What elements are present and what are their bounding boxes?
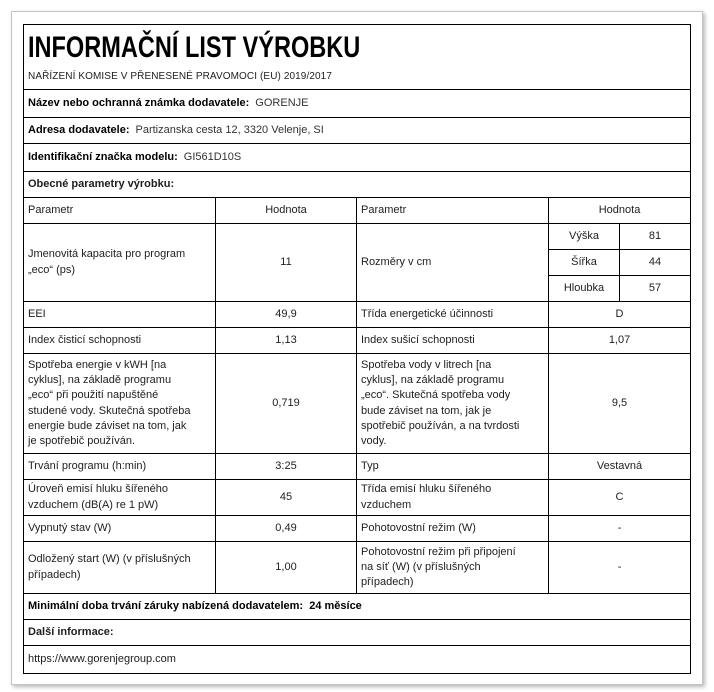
value-drying-index: 1,07 (549, 328, 691, 354)
table-row (24, 328, 691, 354)
supplier-row (24, 90, 691, 118)
dimension-width-value: 44 (620, 250, 691, 276)
warranty-value: 24 měsíce (309, 599, 362, 612)
address-label: Adresa dodavatele: (28, 123, 130, 136)
param-eei: EEI (24, 302, 216, 328)
title-cell (24, 25, 691, 90)
value-standby-mode: - (549, 516, 691, 542)
model-value: GI561D10S (183, 150, 242, 163)
value-delay-start: 1,00 (216, 542, 357, 594)
supplier-value: GORENJE (255, 96, 309, 109)
value-noise-class: C (549, 480, 691, 516)
value-cleaning-index: 1,13 (216, 328, 357, 354)
header-hodnota-right: Hodnota (549, 198, 691, 224)
value-type: Vestavná (549, 454, 691, 480)
document-title: INFORMAČNÍ LIST VÝROBKU (28, 30, 361, 64)
dimension-height-value: 81 (620, 224, 691, 250)
dimension-depth-label: Hloubka (549, 276, 620, 302)
param-type: Typ (357, 454, 549, 480)
warranty-label: Minimální doba trvání záruky nabízená dodavatelem: (28, 599, 304, 612)
value-networked-standby: - (549, 542, 691, 594)
address-row (24, 118, 691, 144)
value-program-duration: 3:25 (216, 454, 357, 480)
param-off-mode: Vypnutý stav (W) (24, 516, 216, 542)
table-row (24, 354, 691, 454)
param-networked-standby: Pohotovostní režim při připojení na síť (W) (v příslušných případech) (357, 542, 549, 594)
header-hodnota-left: Hodnota (216, 198, 357, 224)
product-information-sheet (23, 24, 691, 674)
param-standby-mode: Pohotovostní režim (W) (357, 516, 549, 542)
model-row (24, 144, 691, 172)
table-row (24, 480, 691, 516)
value-energy-class: D (549, 302, 691, 328)
header-parametr-right: Parametr (357, 198, 549, 224)
table-row (24, 542, 691, 594)
table-row (24, 516, 691, 542)
param-energy-consumption: Spotřeba energie v kWH [na cyklus], na základě programu „eco“ při použití napuštěné studené vody. Skutečná spotřeba energie bude záviset na tom, jak je spotřebič používán. (24, 354, 216, 454)
value-energy-consumption: 0,719 (216, 354, 357, 454)
param-cleaning-index: Index čisticí schopnosti (24, 328, 216, 354)
param-delay-start: Odložený start (W) (v příslušných případech) (24, 542, 216, 594)
website-link[interactable]: https://www.gorenjegroup.com (24, 646, 691, 674)
warranty-row (24, 594, 691, 620)
dimension-height-label: Výška (549, 224, 620, 250)
table-row (24, 302, 691, 328)
regulation-reference: NAŘÍZENÍ KOMISE V PŘENESENÉ PRAVOMOCI (EU) 2019/2017 (28, 70, 332, 82)
supplier-label: Název nebo ochranná známka dodavatele: (28, 96, 250, 109)
header-parametr-left: Parametr (24, 198, 216, 224)
table-header-row (24, 198, 691, 224)
value-off-mode: 0,49 (216, 516, 357, 542)
additional-info-heading: Další informace: (24, 620, 691, 646)
value-noise-level: 45 (216, 480, 357, 516)
param-program-duration: Trvání programu (h:min) (24, 454, 216, 480)
address-value: Partizanska cesta 12, 3320 Velenje, SI (135, 123, 324, 136)
table-row (24, 224, 691, 250)
table-row (24, 454, 691, 480)
dimension-width-label: Šířka (549, 250, 620, 276)
param-dimensions: Rozměry v cm (357, 224, 549, 302)
value-rated-capacity: 11 (216, 224, 357, 302)
param-water-consumption: Spotřeba vody v litrech [na cyklus], na základě programu „eco“. Skutečná spotřeba vody bude záviset na tom, jak je spotřebič používán, a na tvrdosti vody. (357, 354, 549, 454)
param-drying-index: Index sušicí schopnosti (357, 328, 549, 354)
param-noise-level: Úroveň emisí hluku šířeného vzduchem (dB(A) re 1 pW) (24, 480, 216, 516)
model-label: Identifikační značka modelu: (28, 150, 178, 163)
general-params-heading: Obecné parametry výrobku: (24, 172, 691, 198)
param-rated-capacity: Jmenovitá kapacita pro program „eco“ (ps) (24, 224, 216, 302)
dimension-depth-value: 57 (620, 276, 691, 302)
param-noise-class: Třída emisí hluku šířeného vzduchem (357, 480, 549, 516)
param-energy-class: Třída energetické účinnosti (357, 302, 549, 328)
value-eei: 49,9 (216, 302, 357, 328)
value-water-consumption: 9,5 (549, 354, 691, 454)
